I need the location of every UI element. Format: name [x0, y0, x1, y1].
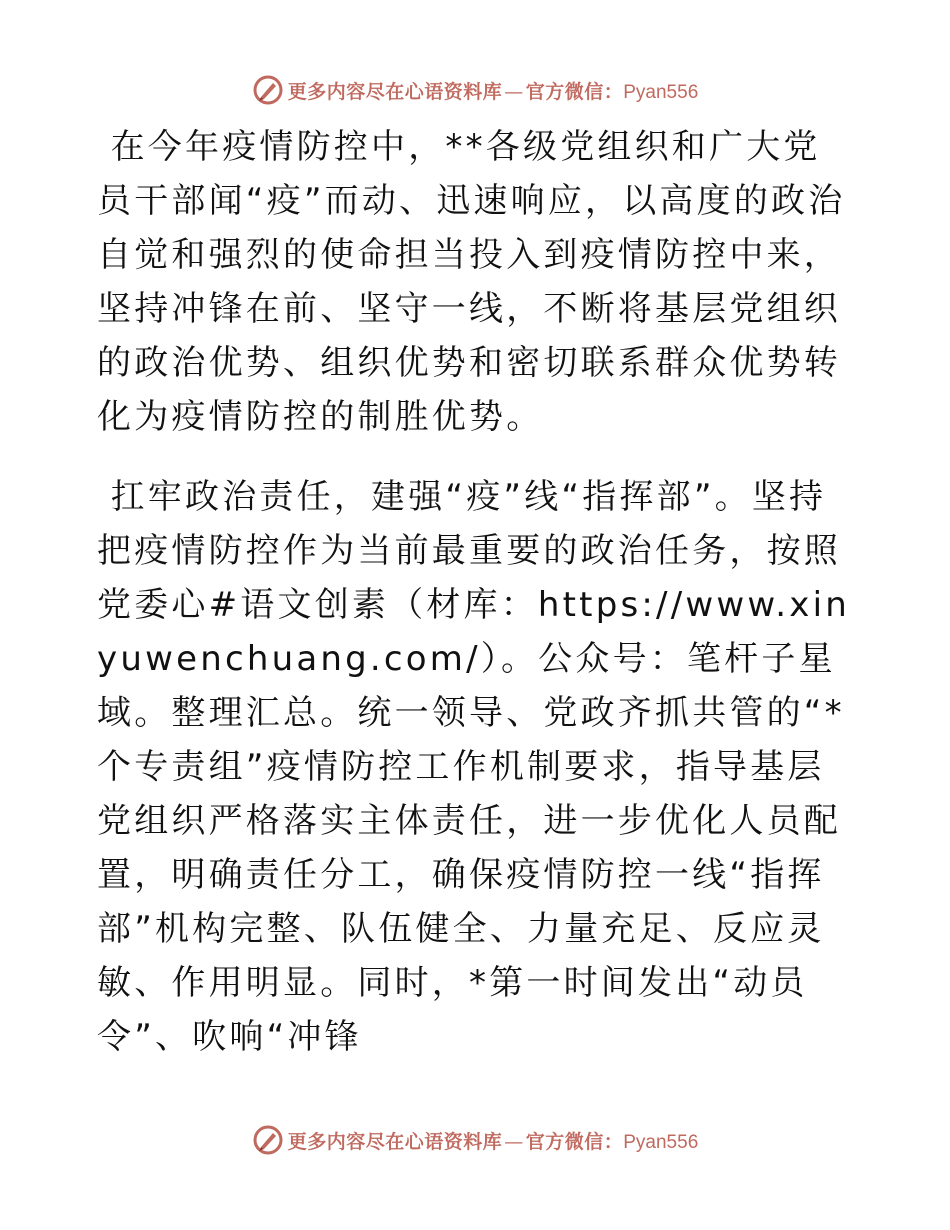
watermark-account: Pyan556	[623, 81, 699, 103]
watermark-separator: —	[504, 80, 524, 103]
pen-logo-icon	[252, 1124, 284, 1156]
watermark-label: 官方微信：	[525, 1130, 624, 1153]
watermark-brand: 更多内容尽在心语资料库	[287, 80, 503, 103]
watermark-footer	[0, 1122, 950, 1158]
watermark-label: 官方微信：	[525, 80, 624, 103]
paragraph-1: 在今年疫情防控中，**各级党组织和广大党员干部闻“疫”而动、迅速响应，以高度的政治自觉和强烈的使命担当投入到疫情防控中来，坚持冲锋在前、坚守一线，不断将基层党组织的政治优势、组织优势和密切联系群众优势转化为疫情防控的制胜优势。	[97, 127, 846, 437]
watermark-separator: —	[504, 1130, 524, 1153]
watermark-text	[288, 77, 699, 104]
watermark-brand: 更多内容尽在心语资料库	[287, 1130, 503, 1153]
watermark-header	[0, 72, 950, 108]
pen-logo-icon	[252, 74, 284, 106]
paragraph-2: 扛牢政治责任，建强“疫”线“指挥部”。坚持把疫情防控作为当前最重要的政治任务，按照党委心#语文创素（材库：https://www.xinyuwenchuang.com/）。公众号：笔杆子星域。整理汇总。统一领导、党政齐抓共管的“*个专责组”疫情防控工作机制要求，指导基层党组织严格落实主体责任，进一步优化人员配置，明确责任分工，确保疫情防控一线“指挥部”机构完整、队伍健全、力量充足、反应灵敏、作用明显。同时，*第一时间发出“动员令”、吹响“冲锋	[97, 477, 850, 1057]
watermark-text	[288, 1127, 699, 1154]
document-body	[97, 120, 857, 1064]
watermark-account: Pyan556	[623, 1131, 699, 1153]
